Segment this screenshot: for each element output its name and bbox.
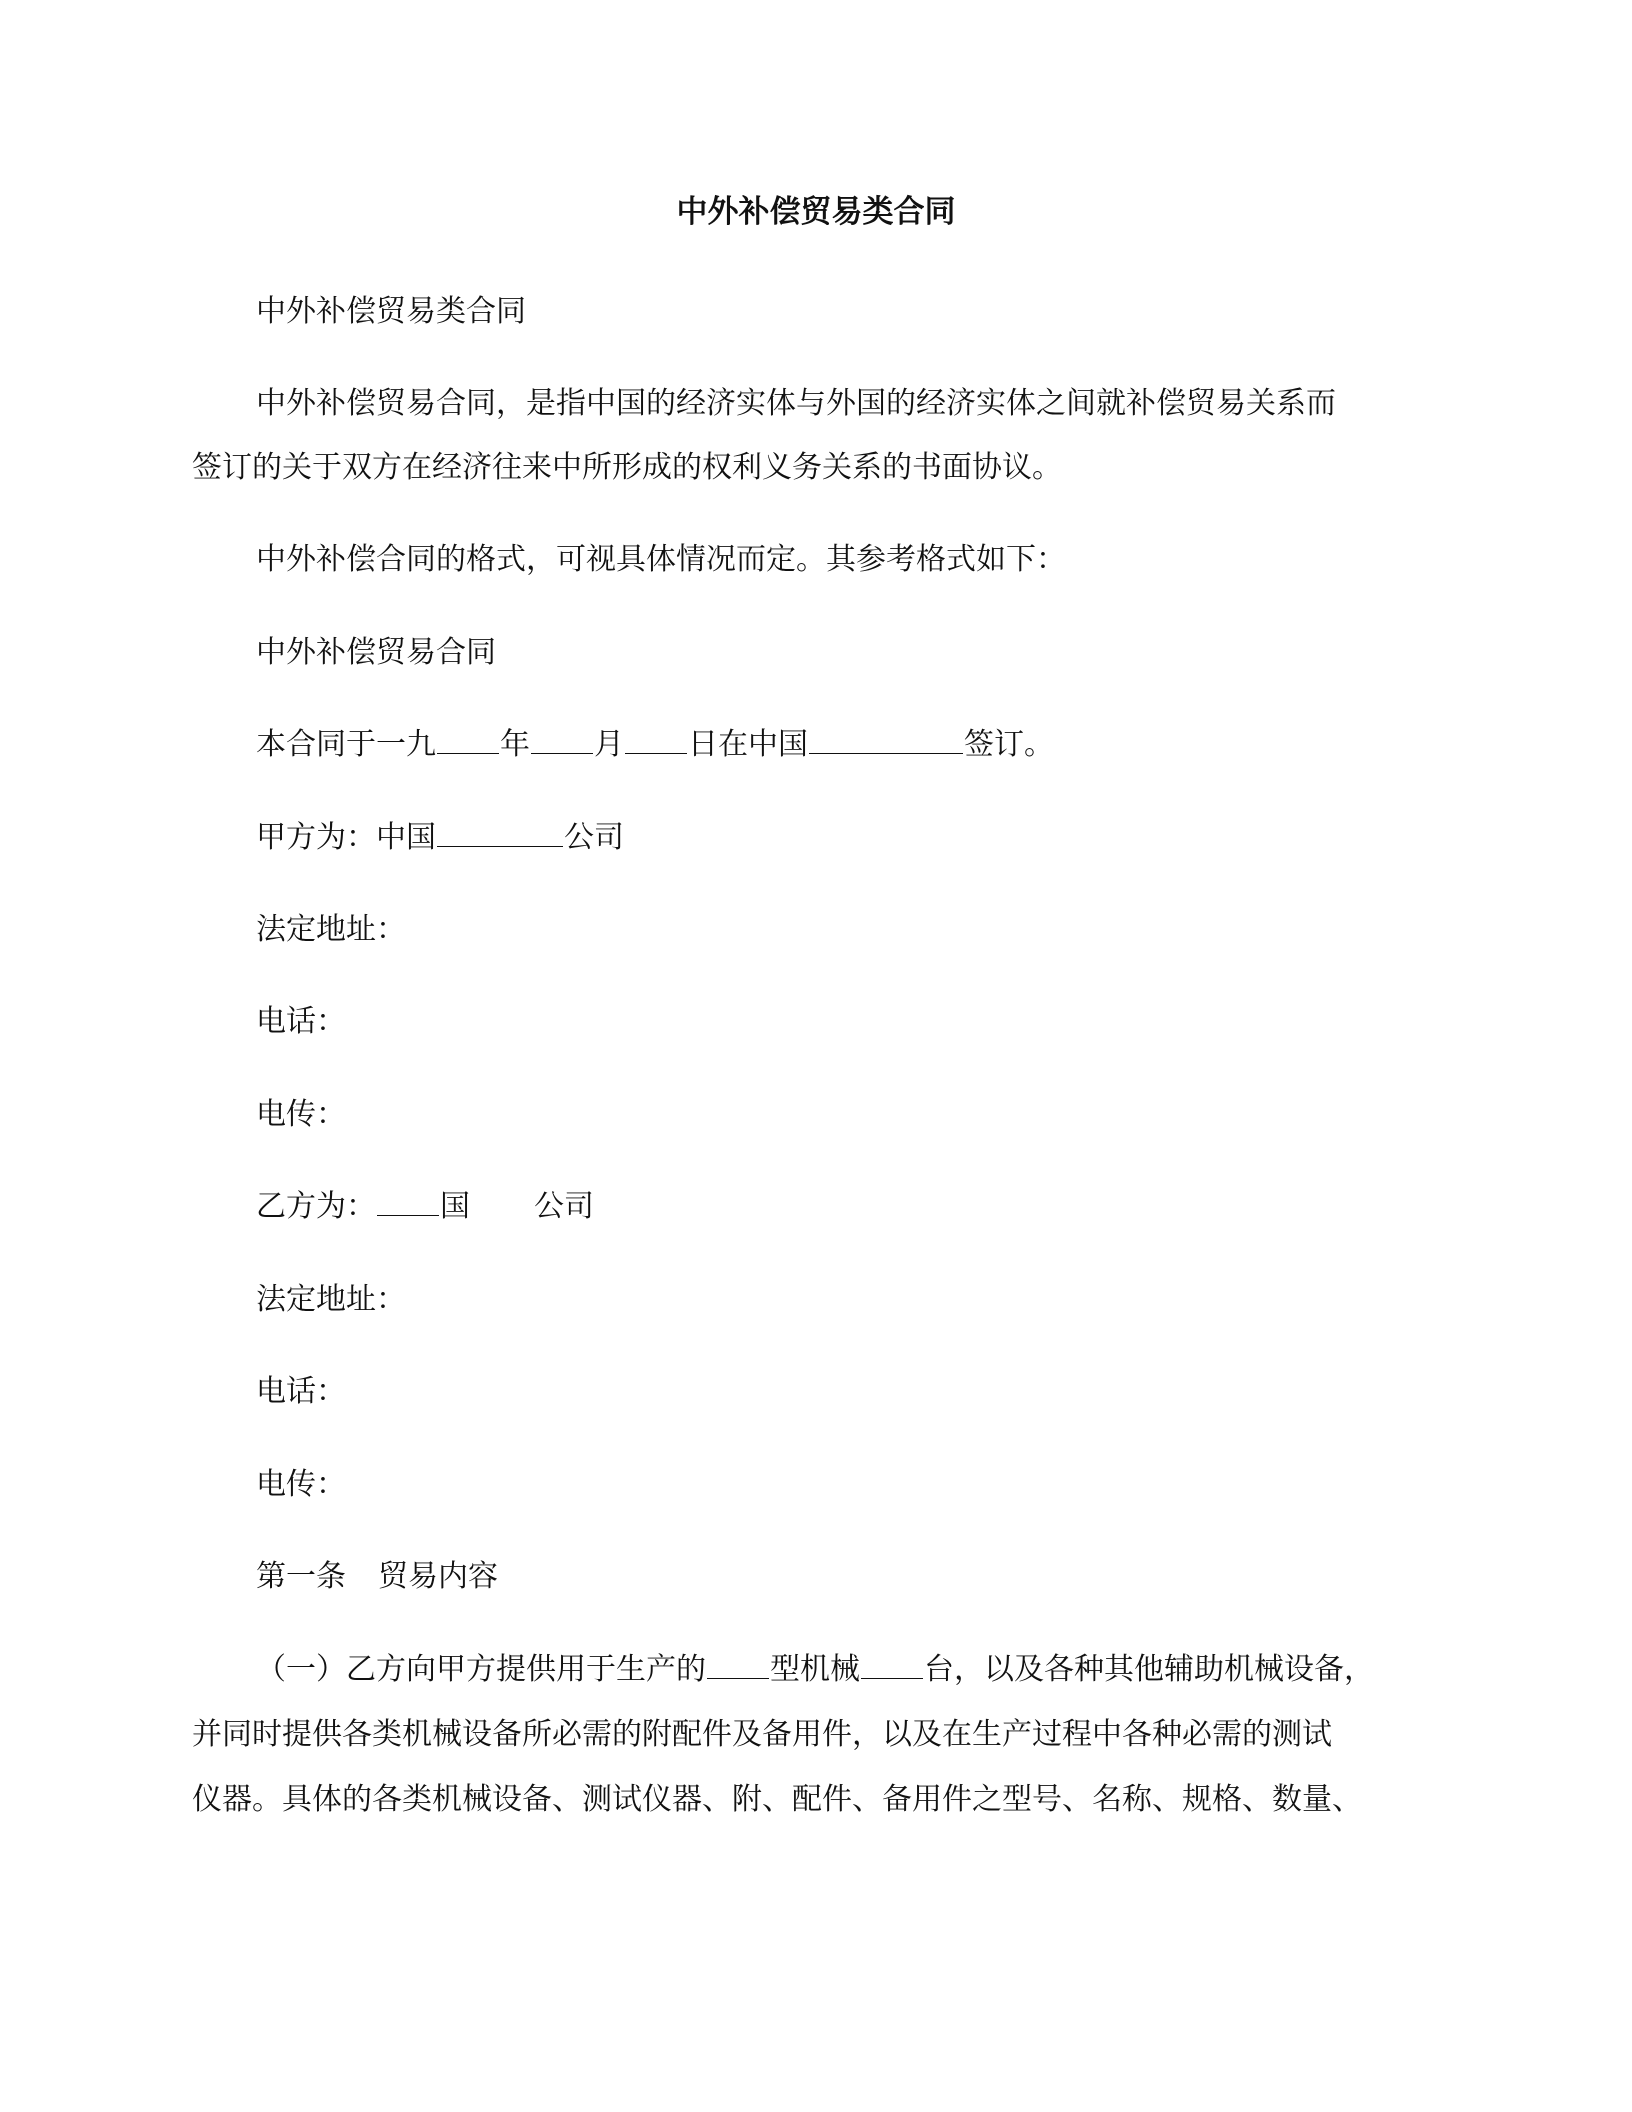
signing-date-line <box>256 725 1054 765</box>
blank-party-a-company <box>437 818 563 847</box>
signing-text-d: 日在中国 <box>688 727 808 762</box>
paragraph-definition-line1: 中外补偿贸易合同，是指中国的经济实体与外国的经济实体之间就补偿贸易关系而 <box>256 386 1336 421</box>
party-b-phone-label: 电话： <box>256 1374 346 1409</box>
paragraph-format-note: 中外补偿合同的格式，可视具体情况而定。其参考格式如下： <box>256 542 1066 577</box>
contract-heading: 中外补偿贸易合同 <box>256 635 496 670</box>
article-one-clause-line2: 并同时提供各类机械设备所必需的附配件及备用件，以及在生产过程中各种必需的测试 <box>192 1717 1332 1752</box>
clause-text-b: 型机械 <box>770 1652 860 1687</box>
document-title: 中外补偿贸易类合同 <box>676 194 956 230</box>
party-b-line <box>256 1187 594 1227</box>
blank-year <box>437 725 499 754</box>
party-b-address-label: 法定地址： <box>256 1282 406 1317</box>
blank-month <box>531 725 593 754</box>
party-a-line <box>256 818 624 858</box>
article-one-clause-line1 <box>256 1650 1374 1690</box>
clause-text-a: （一）乙方向甲方提供用于生产的 <box>256 1652 706 1687</box>
party-a-address-label: 法定地址： <box>256 912 406 947</box>
signing-text-c: 月 <box>594 727 624 762</box>
signing-text-b: 年 <box>500 727 530 762</box>
party-b-country-suffix: 国 <box>440 1189 470 1224</box>
blank-party-b-country <box>377 1187 439 1216</box>
party-a-suffix: 公司 <box>564 820 624 855</box>
blank-quantity <box>861 1650 923 1679</box>
blank-place <box>809 725 963 754</box>
party-b-company-suffix: 公司 <box>534 1189 594 1224</box>
signing-text-a: 本合同于一九 <box>256 727 436 762</box>
party-a-telex-label: 电传： <box>256 1097 346 1132</box>
article-one-clause-line3: 仪器。具体的各类机械设备、测试仪器、附、配件、备用件之型号、名称、规格、数量、 <box>192 1782 1362 1817</box>
blank-model <box>707 1650 769 1679</box>
party-b-label: 乙方为： <box>256 1189 376 1224</box>
party-a-phone-label: 电话： <box>256 1004 346 1039</box>
party-b-telex-label: 电传： <box>256 1467 346 1502</box>
article-number: 第一条 <box>256 1559 346 1594</box>
signing-text-e: 签订。 <box>964 727 1054 762</box>
party-a-label: 甲方为：中国 <box>256 820 436 855</box>
clause-text-c: 台，以及各种其他辅助机械设备， <box>924 1652 1374 1687</box>
article-one-heading <box>256 1557 498 1597</box>
blank-day <box>625 725 687 754</box>
subtitle-line: 中外补偿贸易类合同 <box>256 294 526 329</box>
paragraph-definition-line2: 签订的关于双方在经济往来中所形成的权利义务关系的书面协议。 <box>192 450 1062 485</box>
article-title: 贸易内容 <box>378 1559 498 1594</box>
